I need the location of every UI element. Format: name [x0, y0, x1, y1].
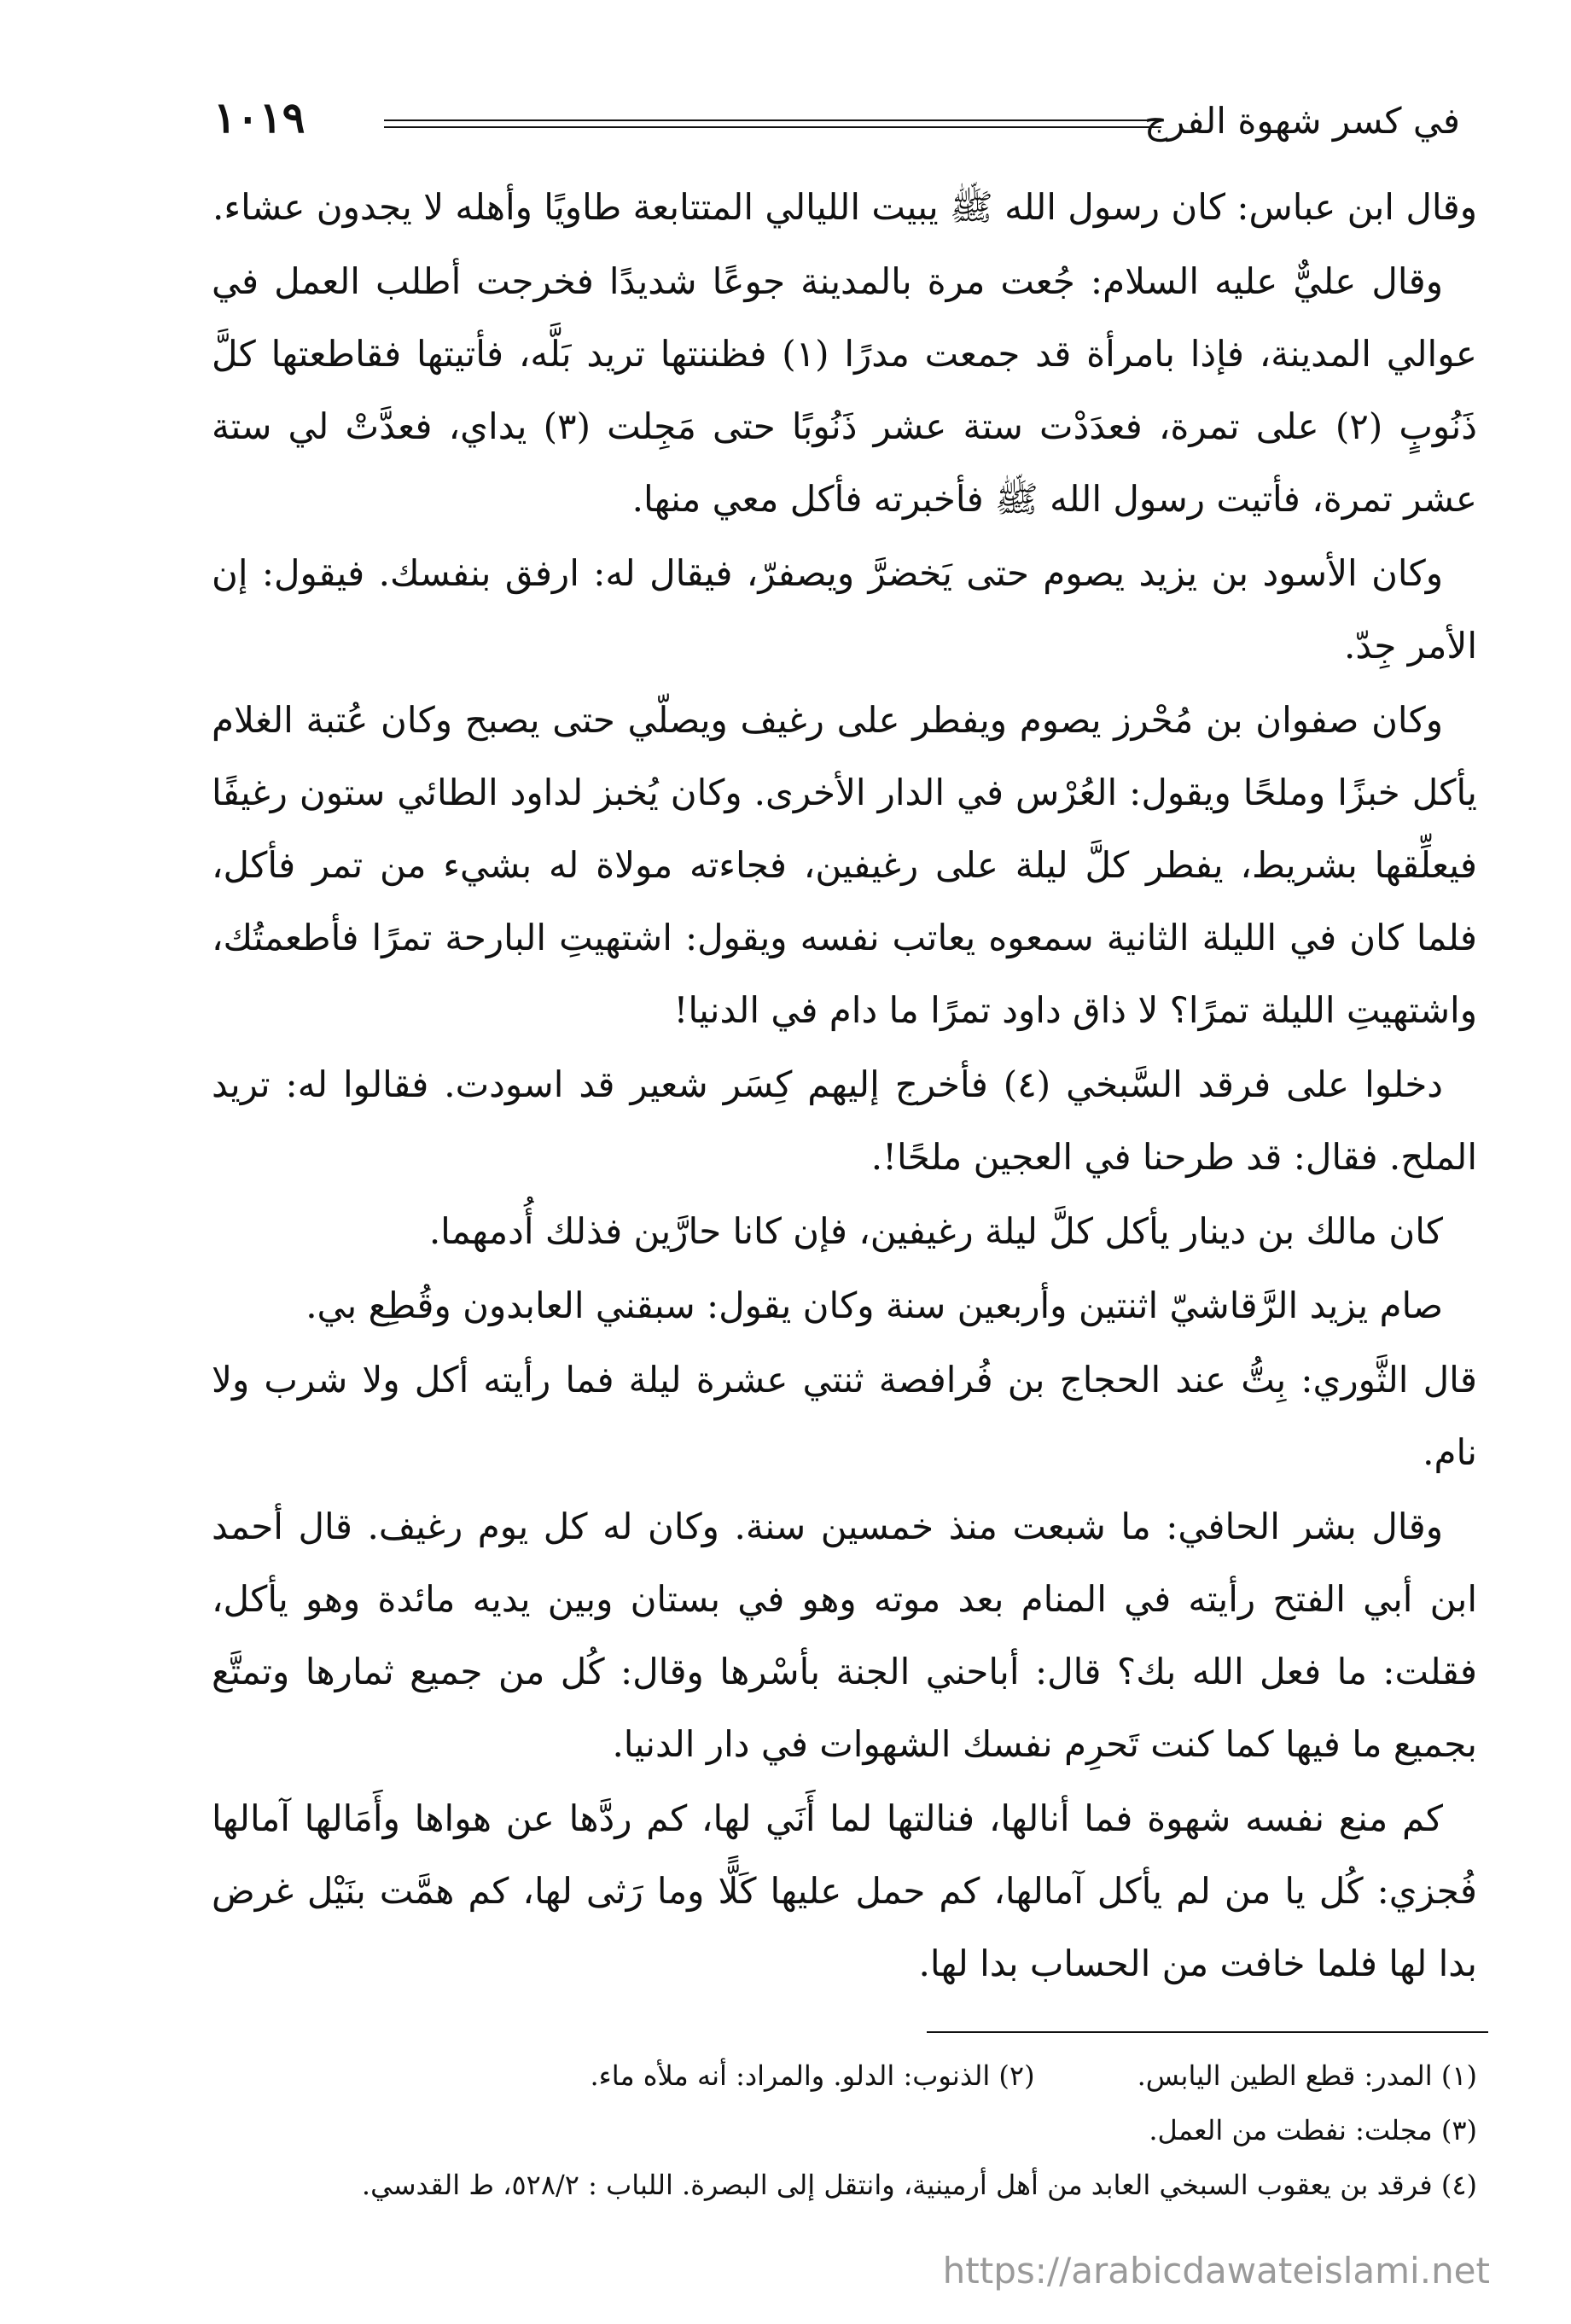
page-header	[213, 92, 1460, 155]
paragraph: كان مالك بن دينار يأكل كلَّ ليلة رغيفين، فإن كانا حارَّين فذلك أُدمهما.	[428, 1210, 1443, 1252]
paragraph: وكان صفوان بن مُحْرز يصوم ويفطر على رغيف ويصلّي حتى يصبح وكان عُتبة الغلام يأكل خبزًا وملحًا ويقول: العُرْس في الدار الأخرى. وكان يُخبز لداود الطائي ستون رغيفًا فيعلِّقها بشريط، يفطر كلَّ ليلة على رغيفين، فجاءته مولاة له بشيء من تمر فأكل، فلما كان في الليلة الثانية سمعوه يعاتب نفسه ويقول: اشتهيتِ البارحة تمرًا فأطعمتُك، واشتهيتِ الليلة تمرًا؟ لا ذاق داود تمرًا ما دام في الدنيا!	[212, 699, 1477, 1031]
footnote-3: (٣) مجلت: نفطت من العمل.	[1149, 2114, 1477, 2146]
footnote-1: (١) المدر: قطع الطين اليابس.	[1137, 2059, 1477, 2092]
paragraph: كم منع نفسه شهوة فما أنالها، فنالتها لما أَنَي لها، كم ردَّها عن هواها وأَمَالها آمالها فُجزي: كُل يا من لم يأكل آمالها، كم حمل عليها كَلًّا وما رَثى لها، كم همَّت بنَيْل غرض بدا لها فلما خافت من الحساب بدا لها.	[212, 1797, 1477, 1984]
paragraph: وقال ابن عباس: كان رسول الله ﷺ يبيت الليالي المتتابعة طاويًا وأهله لا يجدون عشاء.	[212, 186, 1477, 228]
watermark-url: https://arabicdawateislami.net	[942, 2250, 1490, 2292]
paragraph: وقال عليٌّ عليه السلام: جُعت مرة بالمدينة جوعًا شديدًا فخرجت أطلب العمل في عوالي المدينة، فإذا بامرأة قد جمعت مدرًا (١) فظننتها تريد بَلَّه، فأتيتها فقاطعتها كلَّ ذَنُوبٍ (٢) على تمرة، فعدَدْت ستة عشر ذَنُوبًا حتى مَجِلت (٣) يداي، فعدَّتْ لي ستة عشر تمرة، فأتيت رسول الله ﷺ فأخبرته فأكل معي منها.	[212, 260, 1477, 520]
footnote-4: (٤) فرقد بن يعقوب السبخي العابد من أهل أرمينية، وانتقل إلى البصرة. اللباب : ٥٢٨/٢، ط القدسي.	[361, 2169, 1477, 2201]
paragraph: صام يزيد الرَّقاشيّ اثنتين وأربعين سنة وكان يقول: سبقني العابدون وقُطِع بي.	[305, 1284, 1443, 1326]
paragraph: دخلوا على فرقد السَّبخي (٤) فأخرج إليهم كِسَر شعير قد اسودت. فقالوا له: تريد الملح. فقال: قد طرحنا في العجين ملحًا!.	[212, 1063, 1477, 1178]
page-number: ١٠١٩	[213, 92, 305, 143]
footnotes	[213, 2048, 1477, 2212]
footnote-separator	[927, 2031, 1488, 2033]
footnote-row	[213, 2048, 1477, 2103]
running-title: في كسر شهوة الفرج	[1143, 100, 1460, 142]
footnote-2: (٢) الذنوب: الدلو. والمراد: أنه ملأه ماء.	[590, 2059, 1035, 2092]
paragraph: وقال بشر الحافي: ما شبعت منذ خمسين سنة. وكان له كل يوم رغيف. قال أحمد ابن أبي الفتح رأيته في المنام بعد موته وهو في بستان وبين يديه مائدة وهو يأكل، فقلت: ما فعل الله بك؟ قال: أباحني الجنة بأسْرها وقال: كُل من جميع ثمارها وتمتَّع بجميع ما فيها كما كنت تَحرِم نفسك الشهوات في دار الدنيا.	[212, 1506, 1477, 1765]
paragraph: وكان الأسود بن يزيد يصوم حتى يَخضرَّ ويصفرّ، فيقال له: ارفق بنفسك. فيقول: إن الأمر جِدّ.	[212, 552, 1477, 667]
header-rule	[384, 119, 1161, 128]
paragraph: قال الثَّوري: بِتُّ عند الحجاج بن فُرافصة ثنتي عشرة ليلة فما رأيته أكل ولا شرب ولا نام.	[212, 1359, 1477, 1473]
body-text	[212, 171, 1477, 2001]
